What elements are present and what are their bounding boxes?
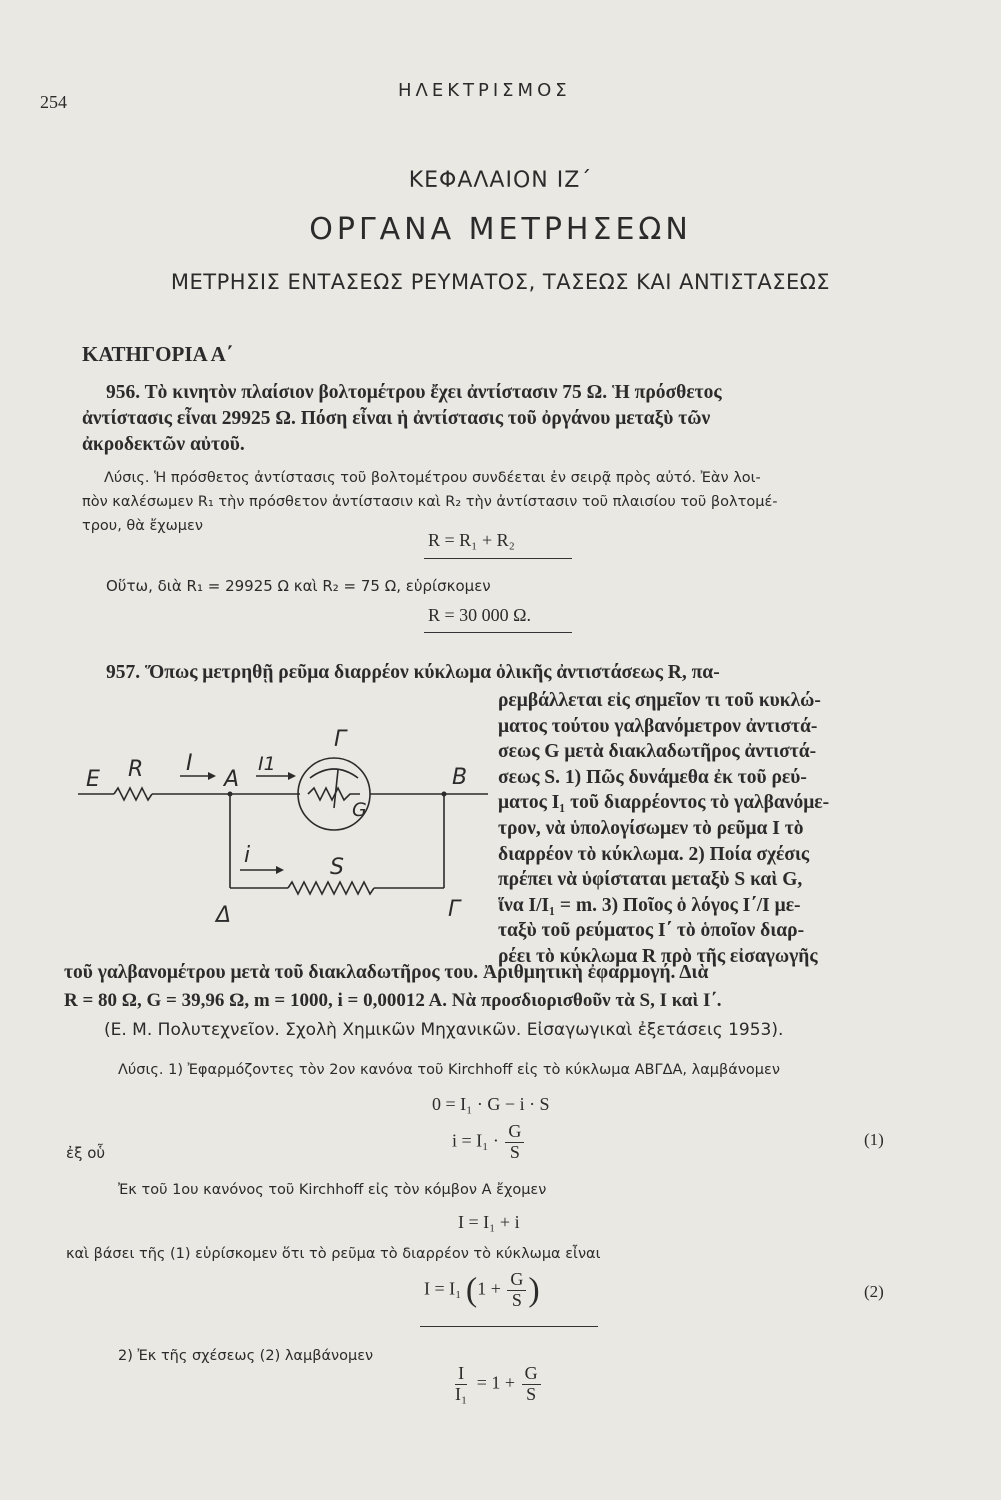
solution-956-line2: πὸν καλέσωμεν R₁ τὴν πρόσθετον ἀντίστασιν καὶ R₂ τὴν ἀντίστασιν τοῦ πλαισίου τοῦ βολτομέ- [82, 494, 778, 510]
problem-956-line2: ἀντίστασις εἶναι 29925 Ω. Πόση εἶναι ἡ ἀντίστασις τοῦ ὀργάνου μεταξὺ τῶν [82, 408, 711, 429]
numerator: G [507, 1270, 526, 1291]
solution-956-line1: Λύσις. Ἡ πρόσθετος ἀντίστασις τοῦ βολτομέτρου συνδέεται ἐν σειρᾷ πρὸς αὐτό. Ἐὰν λοι- [104, 470, 761, 486]
first-rule-text: Ἐκ τοῦ 1ου κανόνος τοῦ Kirchhoff εἰς τὸν κόμβον Α ἔχομεν [118, 1182, 547, 1198]
equation-2-underline [420, 1326, 598, 1327]
text-line: σεως S. 1) Πῶς δυνάμεθα ἐκ τοῦ ρεύ- [498, 766, 807, 788]
meter-scale [310, 769, 358, 778]
equation-label-2: (2) [864, 1282, 884, 1301]
label-i: I [186, 751, 193, 776]
label-i1: I1 [258, 753, 276, 775]
text-line: τρον, νὰ ὑπολογίσωμεν τὸ ρεῦμα I τὸ [498, 817, 804, 839]
text-line: ταξὺ τοῦ ρεύματος I΄ τὸ ὁποῖον διαρ- [498, 920, 805, 942]
numerator: I [455, 1364, 467, 1385]
problem-957-full-line1: τοῦ γαλβανομέτρου μετὰ τοῦ διακλαδωτῆρος του. Ἀριθμητικὴ ἐφαρμογή. Διὰ [64, 962, 709, 983]
page-number: 254 [40, 92, 67, 112]
paren-right: ) [528, 1271, 540, 1309]
text-line: ἵνα I/I₁ = m. 3) Ποῖος ὁ λόγος I΄/I με- [498, 894, 801, 916]
text-line: ματος τούτου γαλβανόμετρον ἀντιστά- [498, 715, 818, 737]
label-b: B [452, 765, 468, 790]
text-line: ρεμβάλλεται εἰς σημεῖον τι τοῦ κυκλώ- [498, 690, 821, 711]
fraction-g-over-s [505, 1122, 524, 1163]
eq-i-lhs: i = I₁ · [452, 1130, 499, 1151]
running-title: ΗΛΕΚΤΡΙΣΜΟΣ [398, 80, 571, 101]
label-s: S [330, 855, 344, 880]
galvanometer-circuit-diagram [76, 716, 496, 936]
denominator: S [526, 1383, 537, 1404]
equation-r-result: R = 30 000 Ω. [428, 605, 532, 625]
problem-956-line3: ἀκροδεκτῶν αὐτοῦ. [82, 434, 245, 455]
paren-left: ( [465, 1271, 478, 1309]
chapter-title: ΟΡΓΑΝΑ ΜΕΤΡΗΣΕΩΝ [309, 212, 692, 247]
eq3-rhs: = 1 + [476, 1372, 516, 1393]
arrowhead [276, 866, 284, 874]
equation-i-shunt [452, 1122, 526, 1163]
eq2-one: 1 + [477, 1278, 501, 1299]
text-line: σεως G μετὰ διακλαδωτῆρος ἀντιστά- [498, 741, 817, 763]
equation-underline [424, 558, 572, 559]
shunt-resistor-s [288, 882, 374, 894]
category-heading: ΚΑΤΗΓΟΡΙΑ Α΄ [82, 342, 233, 366]
label-gamma-top: Γ [334, 727, 347, 752]
result-underline [424, 632, 572, 633]
denominator: S [511, 1289, 522, 1310]
equation-node-a: I = I₁ + i [458, 1212, 520, 1232]
eq2-lhs: I = I₁ [424, 1278, 462, 1299]
fraction-i-over-i1 [452, 1364, 470, 1405]
node-b-dot [442, 792, 447, 797]
text-line: ματος I₁ τοῦ διαρρέοντος τὸ γαλβανόμε- [498, 792, 830, 814]
label-g: G [352, 799, 367, 821]
arrowhead [208, 772, 216, 780]
problem-957-right-column [498, 688, 829, 970]
solution-956-line4: Οὕτω, διὰ R₁ = 29925 Ω καὶ R₂ = 75 Ω, εὑρίσκομεν [106, 577, 491, 595]
solution-956-line3: τρου, θὰ ἔχωμεν [82, 518, 203, 534]
denominator: I₁ [455, 1383, 468, 1404]
problem-957-first-line: 957. Ὅπως μετρηθῇ ρεῦμα διαρρέον κύκλωμα ὁλικῆς ἀντιστάσεως R, πα- [106, 662, 720, 683]
denominator: S [509, 1141, 520, 1162]
equation-ratio [450, 1364, 543, 1405]
text-line: πρέπει νὰ ὑφίσταται μεταξὺ S καὶ G, [498, 869, 803, 891]
problem-957-full-line2: R = 80 Ω, G = 39,96 Ω, m = 1000, i = 0,00012 A. Νὰ προσδιορισθοῦν τὰ S, I καὶ I΄. [64, 990, 722, 1011]
chapter-label: ΚΕΦΑΛΑΙΟΝ ΙΖ΄ [408, 168, 593, 193]
part-2-text: 2) Ἐκ τῆς σχέσεως (2) λαμβάνομεν [118, 1348, 374, 1364]
arrowhead [288, 772, 296, 780]
label-a: A [224, 767, 240, 792]
ex-ou-label: ἐξ οὗ [66, 1144, 106, 1162]
equation-i-total [424, 1270, 540, 1311]
chapter-subtitle: ΜΕΤΡΗΣΙΣ ΕΝΤΑΣΕΩΣ ΡΕΥΜΑΤΟΣ, ΤΑΣΕΩΣ ΚΑΙ ΑΝΤΙΣΤΑΣΕΩΣ [170, 270, 831, 294]
label-r: R [128, 757, 144, 782]
equation-kirchhoff-loop: 0 = I₁ · G − i · S [432, 1094, 550, 1114]
fraction-g-over-s [507, 1270, 526, 1311]
solution-957-intro: Λύσις. 1) Ἐφαρμόζοντες τὸν 2ον κανόνα τοῦ Kirchhoff εἰς τὸ κύκλωμα ΑΒΓΔΑ, λαμβάνομεν [118, 1062, 780, 1078]
fraction-g-over-s [522, 1364, 541, 1405]
problem-957-source: (Ε. Μ. Πολυτεχνεῖον. Σχολὴ Χημικῶν Μηχανικῶν. Εἰσαγωγικαὶ ἐξετάσεις 1953). [104, 1020, 784, 1040]
based-on-text: καὶ βάσει τῆς (1) εὑρίσκομεν ὅτι τὸ ρεῦμα τὸ διαρρέον τὸ κύκλωμα εἶναι [66, 1246, 601, 1262]
numerator: G [505, 1122, 524, 1143]
problem-956-line1: 956. Τὸ κινητὸν πλαίσιον βολτομέτρου ἔχει ἀντίστασιν 75 Ω. Ἡ πρόσθετος [106, 382, 722, 403]
text-line: ρέει τὸ κύκλωμα R πρὸ τῆς εἰσαγωγῆς [498, 945, 818, 967]
label-gamma-bottom: Γ [448, 897, 461, 922]
label-e: E [86, 767, 100, 792]
label-small-i: i [244, 843, 251, 868]
equation-r-sum: R = R₁ + R₂ [428, 530, 515, 550]
numerator: G [522, 1364, 541, 1385]
equation-label-1: (1) [864, 1130, 884, 1149]
label-delta: Δ [216, 903, 232, 928]
resistor-r [114, 788, 152, 800]
node-a-dot [228, 792, 233, 797]
text-line: διαρρέον τὸ κύκλωμα. 2) Ποία σχέσις [498, 843, 810, 865]
